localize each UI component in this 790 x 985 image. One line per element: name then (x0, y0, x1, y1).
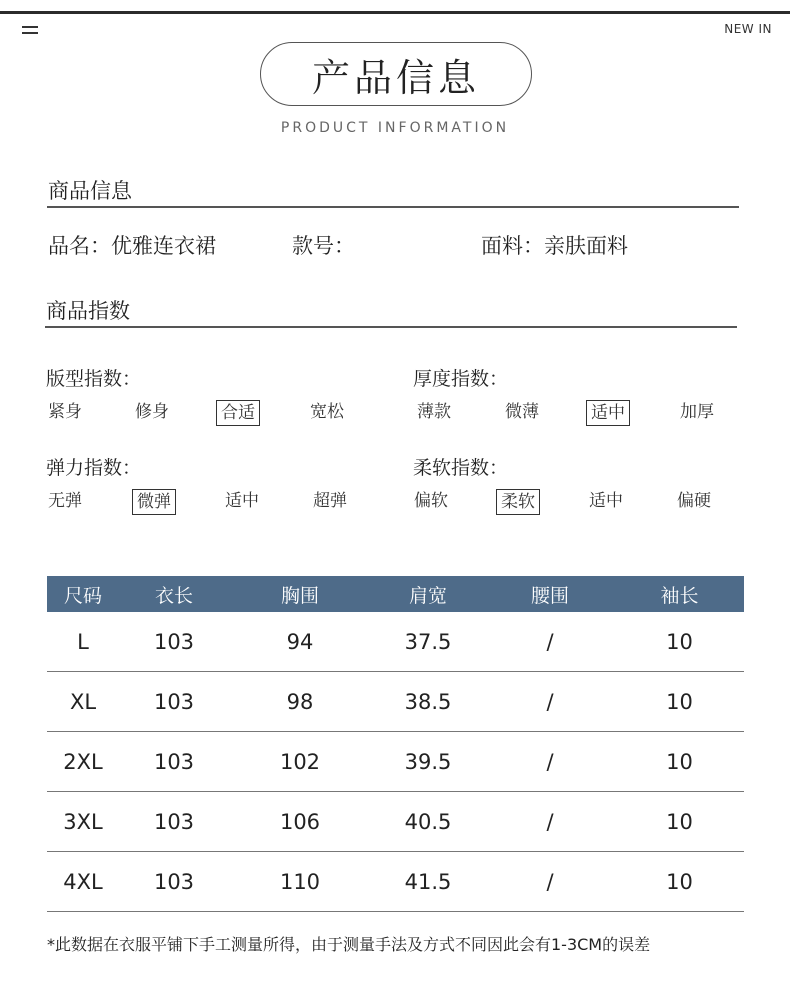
table-cell: 10 (615, 792, 744, 852)
header-cell: 胸围 (229, 576, 371, 612)
index-option: 修身 (135, 402, 169, 422)
new-in-label: NEW IN (724, 22, 772, 36)
table-row (47, 732, 744, 792)
index-option: 加厚 (680, 402, 714, 422)
table-cell: 94 (229, 612, 371, 672)
index-option: 无弹 (48, 491, 82, 511)
table-row (47, 852, 744, 912)
index-option: 薄款 (417, 402, 451, 422)
top-border (0, 11, 790, 14)
page-title: 产品信息 (311, 55, 480, 100)
table-cell: 38.5 (371, 672, 485, 732)
table-cell: / (485, 852, 615, 912)
table-cell: 41.5 (371, 852, 485, 912)
index-option-selected: 合适 (216, 400, 260, 426)
table-cell: 10 (615, 672, 744, 732)
table-cell: XL (47, 672, 119, 732)
goods-index-heading: 商品指数 (46, 299, 130, 323)
index-label: 厚度指数： (413, 368, 509, 390)
table-cell: 39.5 (371, 732, 485, 792)
index-option-selected: 柔软 (496, 489, 540, 515)
table-cell: 102 (229, 732, 371, 792)
table-cell: / (485, 732, 615, 792)
header-cell: 腰围 (485, 576, 615, 612)
header-cell: 肩宽 (371, 576, 485, 612)
table-cell: 103 (119, 672, 229, 732)
goods-info-heading: 商品信息 (48, 179, 132, 203)
table-cell: 3XL (47, 792, 119, 852)
index-option: 宽松 (310, 402, 344, 422)
table-cell: 37.5 (371, 612, 485, 672)
index-label: 柔软指数： (413, 457, 509, 479)
table-cell: 10 (615, 852, 744, 912)
index-label: 版型指数： (46, 368, 142, 390)
product-name: 品名：优雅连衣裙 (48, 234, 216, 258)
index-option: 紧身 (48, 402, 82, 422)
index-option: 偏硬 (677, 491, 711, 511)
measurement-note: *此数据在衣服平铺下手工测量所得，由于测量手法及方式不同因此会有1-3CM的误差 (47, 935, 651, 954)
table-cell: 110 (229, 852, 371, 912)
page-title-pill (260, 42, 532, 106)
size-table-header (47, 576, 744, 612)
table-cell: / (485, 792, 615, 852)
table-cell: 103 (119, 612, 229, 672)
table-cell: 98 (229, 672, 371, 732)
table-cell: / (485, 612, 615, 672)
fabric: 面料：亲肤面料 (481, 234, 628, 258)
style-number: 款号： (292, 234, 355, 258)
table-cell: 106 (229, 792, 371, 852)
table-cell: 10 (615, 732, 744, 792)
index-option-selected: 微弹 (132, 489, 176, 515)
table-row (47, 612, 744, 672)
index-option: 偏软 (414, 491, 448, 511)
table-cell: 2XL (47, 732, 119, 792)
table-cell: L (47, 612, 119, 672)
table-row (47, 672, 744, 732)
header-cell: 袖长 (615, 576, 744, 612)
index-option: 超弹 (313, 491, 347, 511)
goods-info-divider (47, 206, 739, 208)
index-label: 弹力指数： (46, 457, 142, 479)
table-cell: / (485, 672, 615, 732)
index-option: 微薄 (505, 402, 539, 422)
header-cell: 尺码 (47, 576, 119, 612)
table-cell: 10 (615, 612, 744, 672)
index-option: 适中 (225, 491, 259, 511)
goods-index-divider (45, 326, 737, 328)
table-cell: 103 (119, 732, 229, 792)
header-cell: 衣长 (119, 576, 229, 612)
table-cell: 4XL (47, 852, 119, 912)
page-subtitle: PRODUCT INFORMATION (280, 120, 510, 136)
size-table (47, 576, 744, 912)
table-row (47, 792, 744, 852)
table-cell: 103 (119, 792, 229, 852)
index-option-selected: 适中 (586, 400, 630, 426)
index-option: 适中 (589, 491, 623, 511)
menu-icon[interactable] (22, 24, 38, 36)
table-cell: 103 (119, 852, 229, 912)
table-cell: 40.5 (371, 792, 485, 852)
